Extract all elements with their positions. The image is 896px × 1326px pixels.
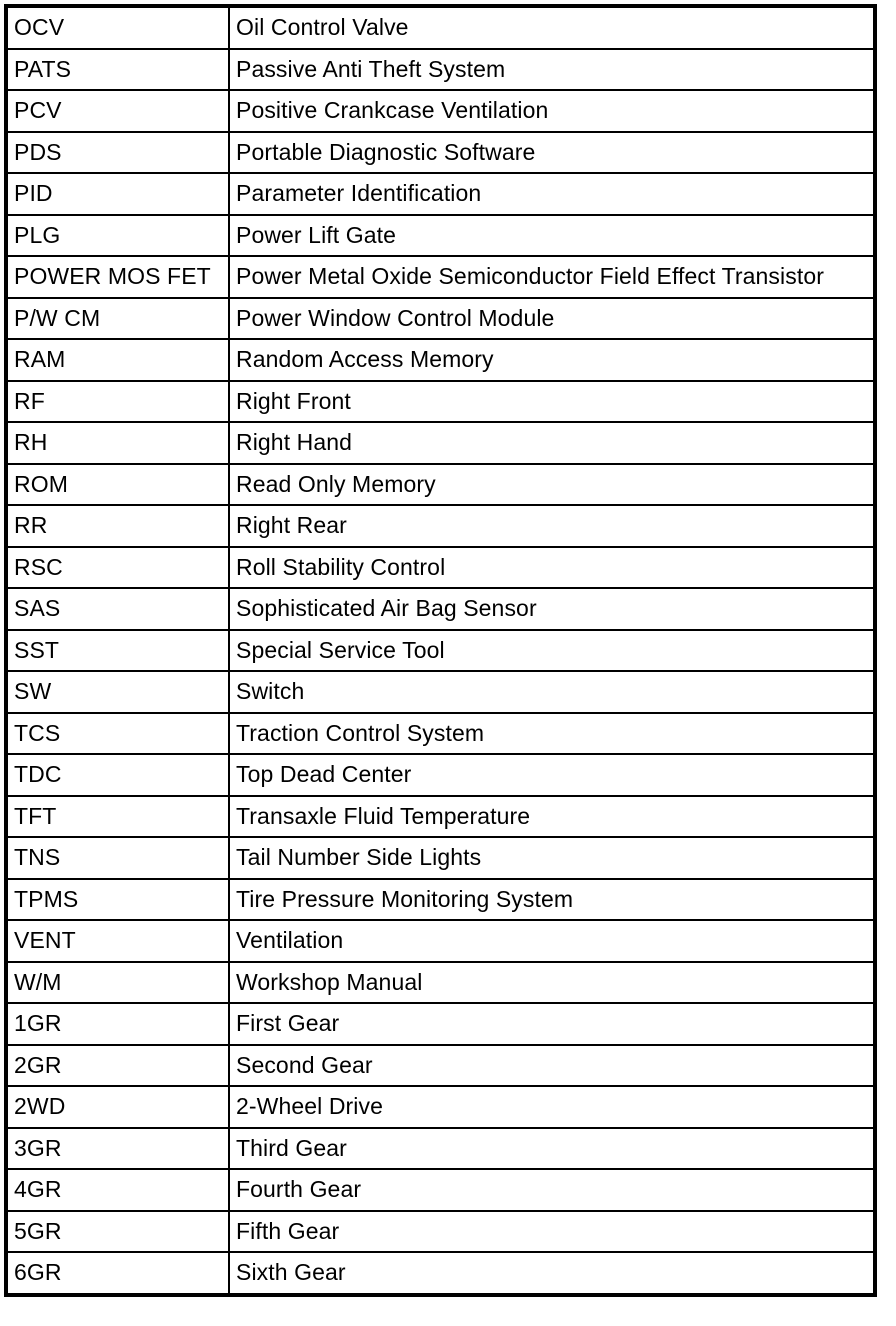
abbreviation-cell: TPMS (6, 879, 229, 921)
abbreviation-cell: TCS (6, 713, 229, 755)
meaning-cell: Top Dead Center (229, 754, 875, 796)
meaning-cell: Oil Control Valve (229, 6, 875, 49)
table-row (6, 173, 875, 215)
meaning-cell: Passive Anti Theft System (229, 49, 875, 91)
abbreviation-cell: W/M (6, 962, 229, 1004)
table-row (6, 90, 875, 132)
abbreviation-cell: SST (6, 630, 229, 672)
meaning-cell: Read Only Memory (229, 464, 875, 506)
meaning-cell: First Gear (229, 1003, 875, 1045)
abbreviation-cell: PLG (6, 215, 229, 257)
meaning-cell: Power Lift Gate (229, 215, 875, 257)
table-row (6, 215, 875, 257)
abbreviation-cell: 1GR (6, 1003, 229, 1045)
abbreviation-cell: TNS (6, 837, 229, 879)
table-row (6, 837, 875, 879)
abbreviation-cell: VENT (6, 920, 229, 962)
abbreviation-cell: RSC (6, 547, 229, 589)
meaning-cell: Special Service Tool (229, 630, 875, 672)
table-row (6, 6, 875, 49)
abbreviation-cell: TDC (6, 754, 229, 796)
meaning-cell: Right Hand (229, 422, 875, 464)
meaning-cell: Right Rear (229, 505, 875, 547)
abbreviation-cell: PDS (6, 132, 229, 174)
table-row (6, 505, 875, 547)
table-row (6, 1211, 875, 1253)
meaning-cell: Roll Stability Control (229, 547, 875, 589)
meaning-cell: Switch (229, 671, 875, 713)
abbreviation-cell: 5GR (6, 1211, 229, 1253)
meaning-cell: Third Gear (229, 1128, 875, 1170)
table-row (6, 713, 875, 755)
table-row (6, 49, 875, 91)
meaning-cell: Tire Pressure Monitoring System (229, 879, 875, 921)
abbreviation-cell: POWER MOS FET (6, 256, 229, 298)
table-row (6, 796, 875, 838)
abbreviation-cell: RR (6, 505, 229, 547)
table-row (6, 1045, 875, 1087)
table-row (6, 339, 875, 381)
abbreviation-cell: 6GR (6, 1252, 229, 1295)
meaning-cell: Portable Diagnostic Software (229, 132, 875, 174)
meaning-cell: Right Front (229, 381, 875, 423)
abbreviation-cell: 2GR (6, 1045, 229, 1087)
abbreviation-cell: OCV (6, 6, 229, 49)
meaning-cell: 2-Wheel Drive (229, 1086, 875, 1128)
table-row (6, 422, 875, 464)
table-row (6, 1003, 875, 1045)
table-row (6, 1128, 875, 1170)
table-row (6, 256, 875, 298)
abbreviation-cell: ROM (6, 464, 229, 506)
abbreviation-cell: SAS (6, 588, 229, 630)
table-row (6, 132, 875, 174)
abbreviation-table (4, 4, 877, 1297)
meaning-cell: Sixth Gear (229, 1252, 875, 1295)
table-row (6, 630, 875, 672)
abbreviation-cell: RH (6, 422, 229, 464)
abbreviation-table-body (6, 6, 875, 1295)
abbreviation-cell: TFT (6, 796, 229, 838)
table-row (6, 1086, 875, 1128)
meaning-cell: Workshop Manual (229, 962, 875, 1004)
abbreviation-cell: RAM (6, 339, 229, 381)
meaning-cell: Second Gear (229, 1045, 875, 1087)
abbreviation-cell: 2WD (6, 1086, 229, 1128)
meaning-cell: Traction Control System (229, 713, 875, 755)
table-row (6, 920, 875, 962)
table-row (6, 671, 875, 713)
abbreviation-cell: PID (6, 173, 229, 215)
table-row (6, 547, 875, 589)
meaning-cell: Transaxle Fluid Temperature (229, 796, 875, 838)
meaning-cell: Positive Crankcase Ventilation (229, 90, 875, 132)
table-row (6, 464, 875, 506)
meaning-cell: Sophisticated Air Bag Sensor (229, 588, 875, 630)
table-row (6, 754, 875, 796)
meaning-cell: Parameter Identification (229, 173, 875, 215)
meaning-cell: Fourth Gear (229, 1169, 875, 1211)
abbreviation-cell: PCV (6, 90, 229, 132)
table-row (6, 1169, 875, 1211)
abbreviation-cell: 3GR (6, 1128, 229, 1170)
abbreviation-cell: SW (6, 671, 229, 713)
table-row (6, 1252, 875, 1295)
table-row (6, 381, 875, 423)
abbreviation-cell: P/W CM (6, 298, 229, 340)
table-row (6, 588, 875, 630)
table-row (6, 298, 875, 340)
table-row (6, 879, 875, 921)
table-row (6, 962, 875, 1004)
abbreviation-cell: 4GR (6, 1169, 229, 1211)
abbreviation-cell: RF (6, 381, 229, 423)
meaning-cell: Ventilation (229, 920, 875, 962)
meaning-cell: Fifth Gear (229, 1211, 875, 1253)
meaning-cell: Tail Number Side Lights (229, 837, 875, 879)
meaning-cell: Power Metal Oxide Semiconductor Field Effect Transistor (229, 256, 875, 298)
meaning-cell: Power Window Control Module (229, 298, 875, 340)
meaning-cell: Random Access Memory (229, 339, 875, 381)
abbreviation-cell: PATS (6, 49, 229, 91)
